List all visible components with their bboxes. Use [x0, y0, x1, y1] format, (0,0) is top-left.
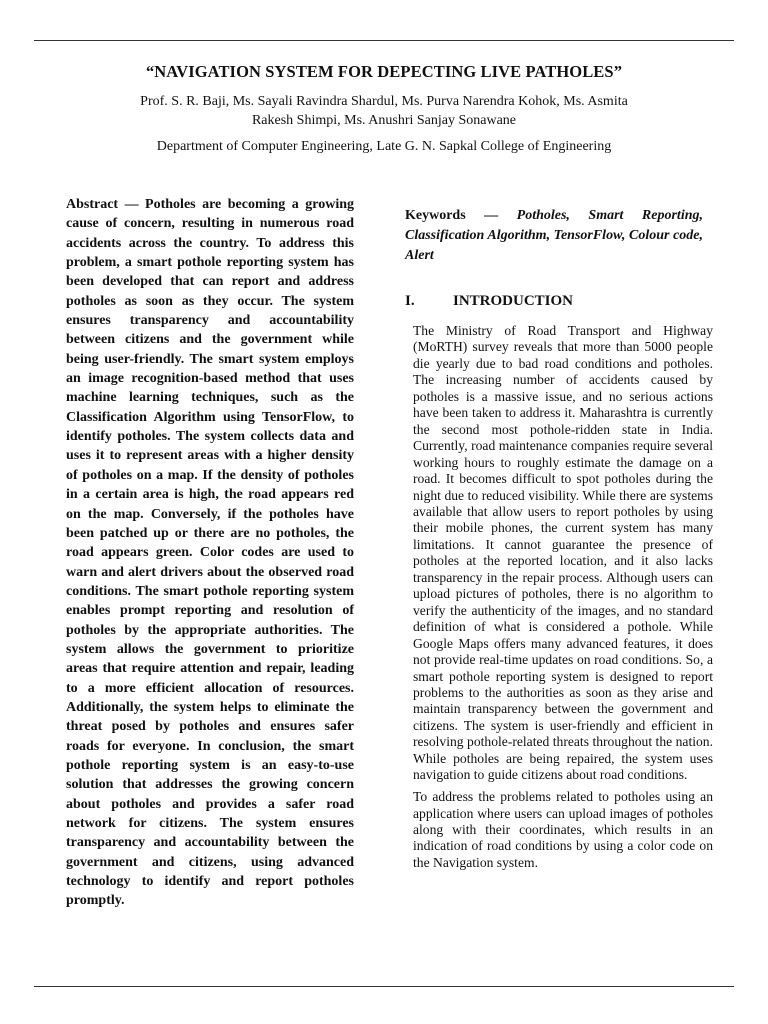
- keywords-block: [405, 206, 703, 266]
- affiliation: Department of Computer Engineering, Late G. N. Sapkal College of Engineering: [156, 139, 612, 154]
- top-rule: [34, 40, 734, 41]
- introduction-body: [413, 323, 713, 877]
- intro-paragraph-2: To address the problems related to potholes using an application where users can upload images of potholes along with their coordinates, which results in an indication of road conditions by using a color code on the Navigation system.: [413, 789, 713, 870]
- keywords-text: Potholes, Smart Reporting, Classification Algorithm, TensorFlow, Colour code, Alert: [405, 208, 703, 263]
- author-list: [90, 92, 678, 130]
- section-number: I.: [405, 293, 415, 309]
- keywords-dash: —: [465, 208, 517, 223]
- keywords-paragraph: [405, 206, 703, 266]
- paper-title: “NAVIGATION SYSTEM FOR DEPECTING LIVE PATHOLES”: [145, 62, 623, 81]
- authors-line-2: Rakesh Shimpi, Ms. Anushri Sanjay Sonawane: [251, 113, 517, 128]
- abstract-block: [66, 195, 354, 911]
- section-title: INTRODUCTION: [453, 293, 574, 309]
- authors-line-1: Prof. S. R. Baji, Ms. Sayali Ravindra Shardul, Ms. Purva Narendra Kohok, Ms. Asmita: [140, 94, 628, 109]
- intro-paragraph-1: The Ministry of Road Transport and Highway (MoRTH) survey reveals that more than 5000 people die yearly due to bad road conditions and potholes. The increasing number of accidents caused by potholes is a massive issue, and no serious actions have been taken to address it. Maharashtra is currently the second most pothole-ridden state in India. Currently, road maintenance companies require several working hours to roughly estimate the damage on a road. It becomes difficult to spot potholes during the night due to reduced visibility. While there are systems available that allow users to report potholes by using their mobile phones, the current system has many limitations. It cannot guarantee the presence of potholes at the reported location, and it also lacks transparency in the repair process. Although users can upload pictures of potholes, there is no algorithm to verify the authenticity of the images, and no standard definition of what is considered a pothole. While Google Maps offers many advanced features, it does not provide real-time updates on road conditions. So, a smart pothole reporting system is designed to report problems to the authorities as soon as they arise and maintain transparency between the government and citizens. The system is user-friendly and efficient in resolving pothole-related threats throughout the nation. While potholes are being repaired, the system uses navigation to guide citizens about road conditions.: [413, 323, 713, 783]
- section-heading-introduction: [405, 293, 573, 310]
- keywords-label: Keywords: [405, 208, 466, 223]
- abstract-text: Abstract — Potholes are becoming a growing cause of concern, resulting in numerous road accidents across the country. To address this problem, a smart pothole reporting system has been developed that can report and address potholes as soon as they occur. The system ensures transparency and accountability between citizens and the government while being user-friendly. The smart system employs an image recognition-based method that uses machine learning techniques, such as the Classification Algorithm using TensorFlow, to identify potholes. The system collects data and uses it to represent areas with a higher density of potholes on a map. If the density of potholes in a certain area is high, the road appears red on the map. Conversely, if the potholes have been patched up or there are no potholes, the road appears green. Color codes are used to warn and alert drivers about the observed road conditions. The smart pothole reporting system enables prompt reporting and resolution of potholes by the appropriate authorities. The system allows the government to prioritize areas that require attention and repair, leading to a more efficient allocation of resources. Additionally, the system helps to eliminate the threat posed by potholes and ensures safer roads for everyone. In conclusion, the smart pothole reporting system is an easy-to-use solution that addresses the growing concern about potholes and provides a safer road network for citizens. The system ensures transparency and accountability between the government and citizens, using advanced technology to identify and report potholes promptly.: [66, 197, 354, 909]
- bottom-rule: [34, 986, 734, 987]
